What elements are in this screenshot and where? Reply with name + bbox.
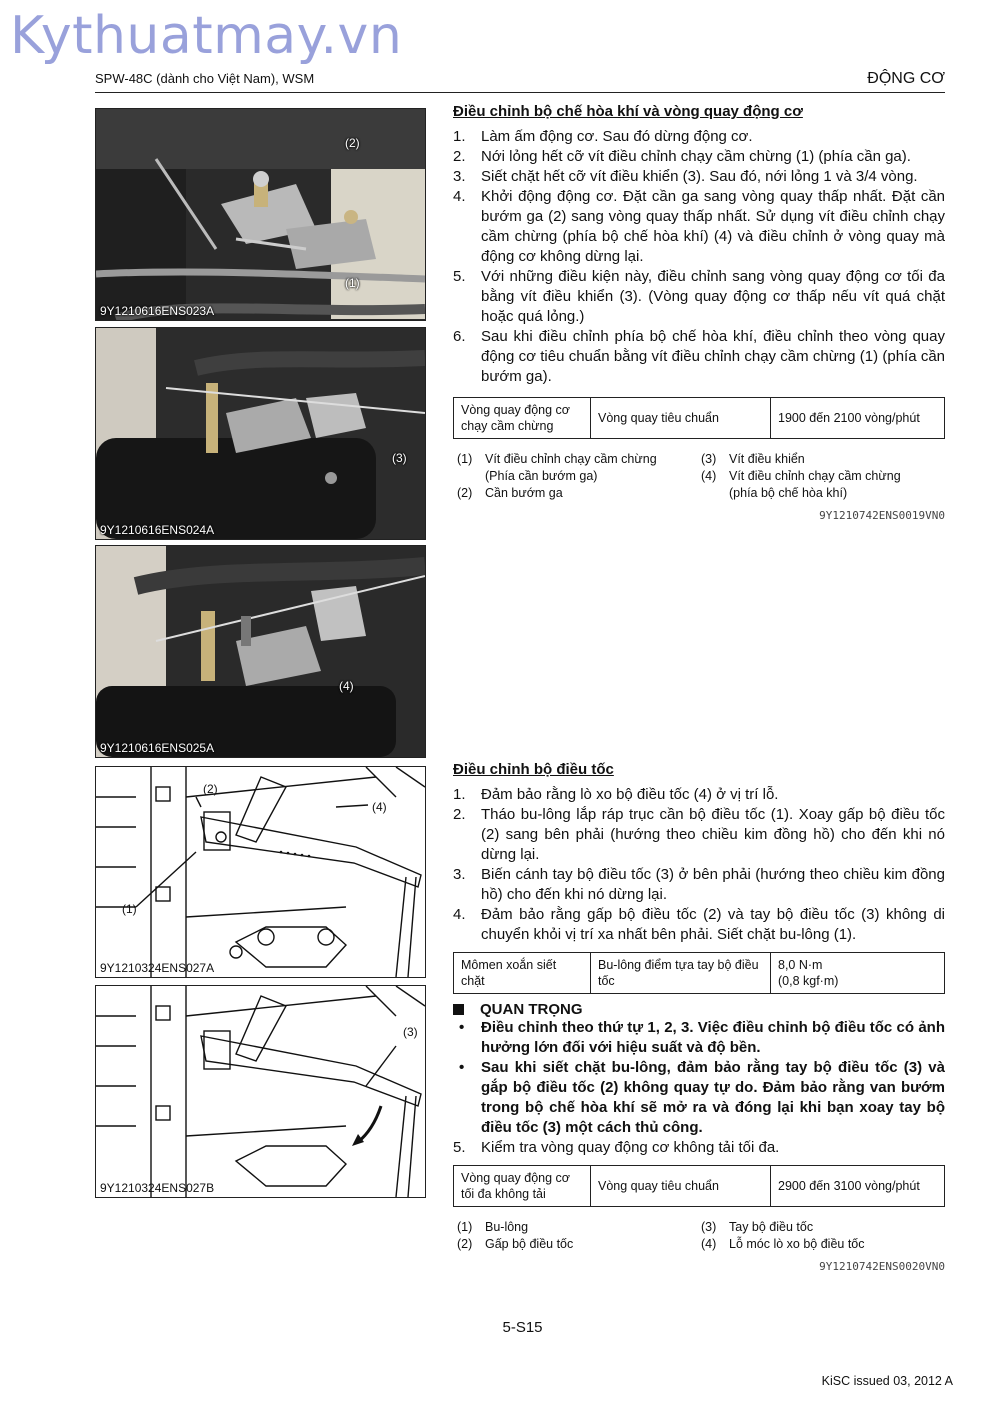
carburetor-section <box>453 103 945 522</box>
procedure-steps <box>453 785 945 945</box>
figure-carburetor-linkage-3 <box>95 545 426 758</box>
legend-item: (1) Vít điều chỉnh chạy cầm chừng <box>457 452 657 466</box>
spec-type: Bu-lông điểm tựa tay bộ điều tốc <box>591 953 771 994</box>
spec-value: 8,0 N·m (0,8 kgf·m) <box>771 953 945 994</box>
legend-item: (3) Tay bộ điều tốc <box>701 1220 814 1234</box>
figure-code: 9Y1210616ENS023A <box>100 304 215 318</box>
figure-legend <box>453 1219 945 1253</box>
photo-carburetor-top <box>96 109 425 320</box>
callout-2: (2) <box>345 136 360 150</box>
issue-note: KiSC issued 03, 2012 A <box>821 1374 953 1388</box>
spec-type: Vòng quay tiêu chuẩn <box>591 398 771 439</box>
procedure-steps <box>453 127 945 387</box>
step-item: 5. Kiểm tra vòng quay động cơ không tải tối đa. <box>453 1139 780 1156</box>
manual-title: SPW-48C (dành cho Việt Nam), WSM <box>95 71 315 86</box>
step-item: 4. Khởi động động cơ. Đặt cần ga sang vòng quay thấp nhất. Đặt cần bướm ga (2) sang vòng quay thấp nhất. Sử dụng vít điều chỉnh chạy cầm chừng (phía bộ chế hòa khí) (4) và điều chỉnh ở vòng quay mà động cơ không dừng lại. <box>453 188 945 265</box>
drawing-governor-linkage <box>96 767 425 977</box>
step-item: 1. Làm ấm động cơ. Sau đó dừng động cơ. <box>453 128 753 145</box>
callout-1: (1) <box>345 276 360 290</box>
max-speed-spec-table <box>453 1165 945 1207</box>
callout-1: (1) <box>122 902 137 916</box>
photo-carburetor-idle-screw <box>96 546 425 757</box>
important-note: • Điều chỉnh theo thứ tự 1, 2, 3. Việc điều chỉnh bộ điều tốc có ảnh hưởng lớn đối với hiệu suất và độ bền. <box>459 1019 945 1056</box>
legend-item: (2) Gấp bộ điều tốc <box>457 1237 574 1251</box>
step-item: 2. Nới lỏng hết cỡ vít điều chỉnh chạy cầm chừng (1) (phía cần ga). <box>453 148 911 165</box>
section-title: Điều chỉnh bộ chế hòa khí và vòng quay động cơ <box>453 103 803 120</box>
header-divider <box>95 92 945 93</box>
important-notice-heading: QUAN TRỌNG <box>453 1001 945 1018</box>
procedure-steps-cont <box>453 1138 945 1158</box>
callout-2: (2) <box>203 782 218 796</box>
torque-spec-table <box>453 952 945 994</box>
figure-carburetor-linkage-1 <box>95 108 426 321</box>
step-item: 4. Đảm bảo rằng gấp bộ điều tốc (2) và tay bộ điều tốc (3) không di chuyển khỏi vị trí xa nhất bên phải. Siết chặt bu-lông (1). <box>453 906 945 943</box>
section-title: Điều chỉnh bộ điều tốc <box>453 761 614 778</box>
step-item: 5. Với những điều kiện này, điều chỉnh sang vòng quay động cơ tối đa bằng vít điều khiển (3). (Vòng quay động cơ thấp nếu vít quá chặt hoặc quá lỏng.) <box>453 268 945 325</box>
legend-item-cont: (phía bộ chế hòa khí) <box>729 486 848 500</box>
step-item: 2. Tháo bu-lông lắp ráp trục cần bộ điều tốc (1). Xoay gấp bộ điều tốc (2) sang bên phải (hướng theo chiều kim đồng hồ) cho đến khi nó dừng lại. <box>453 806 945 863</box>
legend-item: (1) Bu-lông <box>457 1220 529 1234</box>
figure-carburetor-linkage-2 <box>95 327 426 540</box>
spec-value: 2900 đến 3100 vòng/phút <box>771 1166 945 1207</box>
callout-4: (4) <box>339 679 354 693</box>
figure-legend <box>453 451 945 502</box>
important-note: • Sau khi siết chặt bu-lông, đảm bảo rằng tay bộ điều tốc (3) và gắp bộ điều tốc (2) không quay tự do. Đảm bảo rằng van bướm trong bộ chế hòa khí sẽ mở ra và đóng lại khi bạn xoay tay bộ điều tốc (3) một cách thủ công. <box>459 1059 945 1136</box>
spec-type: Vòng quay tiêu chuẩn <box>591 1166 771 1207</box>
figure-code: 9Y1210616ENS025A <box>100 741 215 755</box>
important-notes <box>453 1018 945 1138</box>
page-number: 5-S15 <box>502 1319 543 1336</box>
spec-item: Vòng quay động cơ tối đa không tải <box>454 1166 591 1207</box>
callout-4: (4) <box>372 800 387 814</box>
photo-carburetor-side <box>96 328 425 539</box>
legend-item-cont: (Phía cần bướm ga) <box>485 469 598 483</box>
figure-code: 9Y1210616ENS024A <box>100 523 215 537</box>
reference-code: 9Y1210742ENS0019VN0 <box>819 509 945 522</box>
figure-code: 9Y1210324ENS027B <box>100 1181 215 1195</box>
step-item: 6. Sau khi điều chỉnh phía bộ chế hòa khí, điều chỉnh theo vòng quay động cơ tiêu chuẩn bằng vít điều chỉnh chạy cầm chừng (1) (phía cần bướm ga). <box>453 328 945 385</box>
step-item: 3. Siết chặt hết cỡ vít điều khiển (3). Sau đó, nới lỏng 1 và 3/4 vòng. <box>453 168 918 185</box>
step-item: 3. Biến cánh tay bộ điều tốc (3) ở bên phải (hướng theo chiều kim đồng hồ) cho đến khi nó dừng lại. <box>453 866 945 903</box>
callout-3: (3) <box>392 451 407 465</box>
figure-governor-diagram-1 <box>95 766 426 978</box>
idle-speed-spec-table <box>453 397 945 439</box>
spec-item: Mômen xoắn siết chặt <box>454 953 591 994</box>
legend-item: (4) Lỗ móc lò xo bộ điều tốc <box>701 1237 865 1251</box>
chapter-title: ĐỘNG CƠ <box>867 70 945 87</box>
reference-code: 9Y1210742ENS0020VN0 <box>819 1260 945 1273</box>
spec-value: 1900 đến 2100 vòng/phút <box>771 398 945 439</box>
legend-item: (2) Cần bướm ga <box>457 486 563 500</box>
callout-3: (3) <box>403 1025 418 1039</box>
drawing-governor-arm-rotation <box>96 986 425 1197</box>
step-item: 1. Đảm bảo rằng lò xo bộ điều tốc (4) ở vị trí lỗ. <box>453 786 779 803</box>
site-watermark: Kythuatmay.vn <box>10 6 403 66</box>
figure-governor-diagram-2 <box>95 985 426 1198</box>
governor-section <box>453 761 945 1273</box>
spec-item: Vòng quay động cơ chạy cầm chừng <box>454 398 591 439</box>
square-bullet-icon <box>453 1004 464 1015</box>
figure-code: 9Y1210324ENS027A <box>100 961 215 975</box>
legend-item: (3) Vít điều khiển <box>701 452 805 466</box>
legend-item: (4) Vít điều chỉnh chạy cầm chừng <box>701 469 901 483</box>
